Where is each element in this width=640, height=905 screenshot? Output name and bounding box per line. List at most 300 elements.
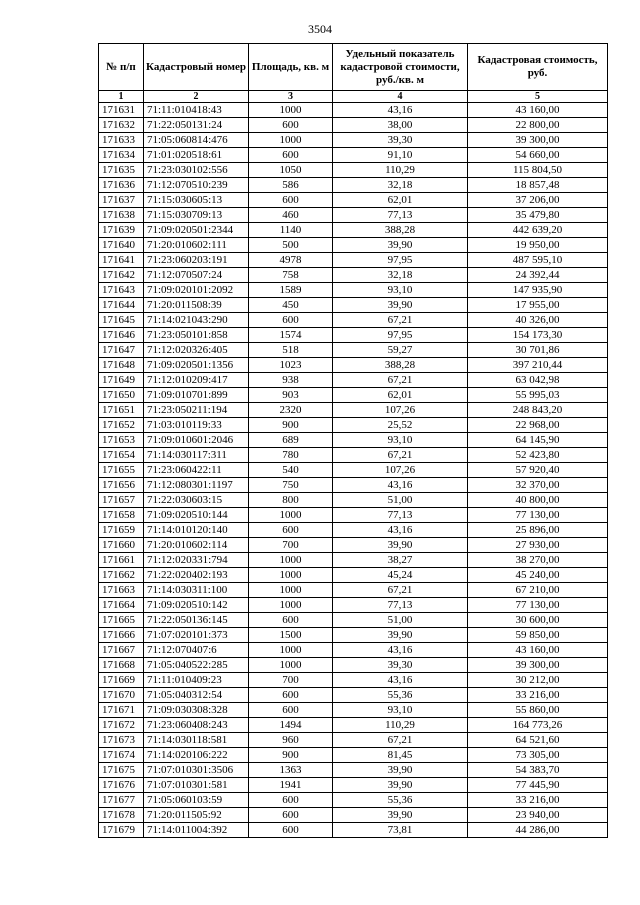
cell-cadastral-number: 71:03:010119:33 (144, 418, 249, 433)
cell-cadastral-cost: 67 210,00 (468, 583, 608, 598)
table-row (99, 328, 608, 343)
cell-number: 171641 (99, 253, 144, 268)
cell-specific-value: 39,90 (333, 298, 468, 313)
cell-cadastral-cost: 32 370,00 (468, 478, 608, 493)
table-row (99, 238, 608, 253)
cell-specific-value: 67,21 (333, 448, 468, 463)
cell-cadastral-number: 71:14:030311:100 (144, 583, 249, 598)
header-specific-value: Удельный показатель кадастровой стоимости, руб./кв. м (333, 44, 468, 91)
cell-cadastral-number: 71:11:010409:23 (144, 673, 249, 688)
cell-area: 1494 (249, 718, 333, 733)
cell-area: 518 (249, 343, 333, 358)
table-row (99, 373, 608, 388)
cell-cadastral-number: 71:05:040522:285 (144, 658, 249, 673)
cell-number: 171664 (99, 598, 144, 613)
cell-cadastral-cost: 33 216,00 (468, 793, 608, 808)
cell-number: 171659 (99, 523, 144, 538)
cell-cadastral-cost: 487 595,10 (468, 253, 608, 268)
cell-area: 700 (249, 673, 333, 688)
cell-cadastral-number: 71:07:010301:581 (144, 778, 249, 793)
table-row (99, 103, 608, 118)
cell-area: 1000 (249, 643, 333, 658)
cell-cadastral-cost: 19 950,00 (468, 238, 608, 253)
cell-cadastral-number: 71:22:020402:193 (144, 568, 249, 583)
cell-number: 171670 (99, 688, 144, 703)
cell-cadastral-number: 71:07:010301:3506 (144, 763, 249, 778)
table-row (99, 508, 608, 523)
table-row (99, 193, 608, 208)
cell-number: 171662 (99, 568, 144, 583)
cell-cadastral-cost: 23 940,00 (468, 808, 608, 823)
cell-area: 1023 (249, 358, 333, 373)
table-row (99, 283, 608, 298)
cell-specific-value: 51,00 (333, 493, 468, 508)
cell-area: 1000 (249, 553, 333, 568)
cell-area: 1000 (249, 133, 333, 148)
cell-specific-value: 77,13 (333, 598, 468, 613)
cell-specific-value: 67,21 (333, 733, 468, 748)
cell-cadastral-number: 71:20:010602:111 (144, 238, 249, 253)
cell-area: 903 (249, 388, 333, 403)
cell-cadastral-number: 71:12:010209:417 (144, 373, 249, 388)
table-row (99, 403, 608, 418)
cell-cadastral-cost: 22 800,00 (468, 118, 608, 133)
cell-specific-value: 73,81 (333, 823, 468, 838)
column-number: 2 (144, 91, 249, 103)
cell-number: 171647 (99, 343, 144, 358)
table-row (99, 583, 608, 598)
cell-specific-value: 43,16 (333, 103, 468, 118)
cell-number: 171642 (99, 268, 144, 283)
cell-specific-value: 97,95 (333, 253, 468, 268)
cell-area: 1941 (249, 778, 333, 793)
table-row (99, 433, 608, 448)
cell-specific-value: 62,01 (333, 193, 468, 208)
cell-specific-value: 107,26 (333, 463, 468, 478)
cell-cadastral-number: 71:09:010701:899 (144, 388, 249, 403)
cell-cadastral-cost: 30 212,00 (468, 673, 608, 688)
cell-cadastral-number: 71:09:030308:328 (144, 703, 249, 718)
cell-cadastral-number: 71:20:011508:39 (144, 298, 249, 313)
cell-area: 540 (249, 463, 333, 478)
cell-cadastral-number: 71:20:011505:92 (144, 808, 249, 823)
cell-area: 450 (249, 298, 333, 313)
page-number: 3504 (308, 22, 332, 36)
cell-area: 600 (249, 823, 333, 838)
cell-cadastral-number: 71:22:050136:145 (144, 613, 249, 628)
cell-number: 171676 (99, 778, 144, 793)
cell-cadastral-number: 71:22:050131:24 (144, 118, 249, 133)
cell-cadastral-number: 71:12:070507:24 (144, 268, 249, 283)
cell-number: 171645 (99, 313, 144, 328)
cell-area: 500 (249, 238, 333, 253)
cell-specific-value: 39,30 (333, 133, 468, 148)
cell-area: 1000 (249, 103, 333, 118)
cell-number: 171646 (99, 328, 144, 343)
cell-cadastral-number: 71:09:020101:2092 (144, 283, 249, 298)
cell-cadastral-cost: 24 392,44 (468, 268, 608, 283)
cell-specific-value: 77,13 (333, 208, 468, 223)
cell-cadastral-number: 71:22:030603:15 (144, 493, 249, 508)
cell-number: 171655 (99, 463, 144, 478)
cell-area: 586 (249, 178, 333, 193)
cell-cadastral-cost: 43 160,00 (468, 643, 608, 658)
column-number: 5 (468, 91, 608, 103)
cell-cadastral-number: 71:20:010602:114 (144, 538, 249, 553)
cell-cadastral-cost: 54 383,70 (468, 763, 608, 778)
column-number-row (99, 91, 608, 103)
cell-specific-value: 32,18 (333, 178, 468, 193)
header-number: № п/п (99, 44, 144, 91)
cell-specific-value: 67,21 (333, 583, 468, 598)
cell-area: 600 (249, 193, 333, 208)
cell-cadastral-cost: 73 305,00 (468, 748, 608, 763)
cell-number: 171651 (99, 403, 144, 418)
cell-area: 1000 (249, 568, 333, 583)
cell-area: 780 (249, 448, 333, 463)
table-row (99, 148, 608, 163)
cell-cadastral-number: 71:14:021043:290 (144, 313, 249, 328)
cell-cadastral-cost: 59 850,00 (468, 628, 608, 643)
cell-cadastral-cost: 77 130,00 (468, 598, 608, 613)
cell-cadastral-cost: 17 955,00 (468, 298, 608, 313)
cell-number: 171667 (99, 643, 144, 658)
cell-cadastral-cost: 40 326,00 (468, 313, 608, 328)
table-row (99, 463, 608, 478)
cell-cadastral-number: 71:23:050211:194 (144, 403, 249, 418)
cell-cadastral-number: 71:11:010418:43 (144, 103, 249, 118)
table-row (99, 718, 608, 733)
cell-cadastral-cost: 22 968,00 (468, 418, 608, 433)
cell-cadastral-cost: 27 930,00 (468, 538, 608, 553)
cell-number: 171632 (99, 118, 144, 133)
cell-cadastral-number: 71:12:080301:1197 (144, 478, 249, 493)
cell-area: 600 (249, 313, 333, 328)
cell-cadastral-number: 71:23:050101:858 (144, 328, 249, 343)
cell-cadastral-cost: 35 479,80 (468, 208, 608, 223)
cell-specific-value: 107,26 (333, 403, 468, 418)
table-row (99, 178, 608, 193)
header-cadastral-cost: Кадастровая стоимость, руб. (468, 44, 608, 91)
cell-area: 1363 (249, 763, 333, 778)
cell-specific-value: 97,95 (333, 328, 468, 343)
cell-cadastral-number: 71:14:011004:392 (144, 823, 249, 838)
cell-number: 171673 (99, 733, 144, 748)
header-area: Площадь, кв. м (249, 44, 333, 91)
cell-cadastral-number: 71:09:020501:2344 (144, 223, 249, 238)
table-row (99, 598, 608, 613)
cell-number: 171634 (99, 148, 144, 163)
cell-cadastral-cost: 40 800,00 (468, 493, 608, 508)
cell-specific-value: 43,16 (333, 523, 468, 538)
cell-area: 900 (249, 748, 333, 763)
cell-cadastral-number: 71:05:060103:59 (144, 793, 249, 808)
table-row (99, 763, 608, 778)
cell-number: 171665 (99, 613, 144, 628)
cell-cadastral-number: 71:14:030117:311 (144, 448, 249, 463)
cell-area: 1589 (249, 283, 333, 298)
cell-number: 171640 (99, 238, 144, 253)
cell-area: 960 (249, 733, 333, 748)
cell-number: 171661 (99, 553, 144, 568)
cell-cadastral-cost: 64 145,90 (468, 433, 608, 448)
cell-number: 171658 (99, 508, 144, 523)
cell-cadastral-cost: 37 206,00 (468, 193, 608, 208)
cell-cadastral-cost: 57 920,40 (468, 463, 608, 478)
cell-number: 171653 (99, 433, 144, 448)
cell-area: 689 (249, 433, 333, 448)
cell-number: 171678 (99, 808, 144, 823)
table-row (99, 478, 608, 493)
cell-number: 171633 (99, 133, 144, 148)
table-row (99, 418, 608, 433)
table-row (99, 643, 608, 658)
cell-specific-value: 67,21 (333, 373, 468, 388)
table-row (99, 688, 608, 703)
table-row (99, 793, 608, 808)
cell-cadastral-cost: 248 843,20 (468, 403, 608, 418)
table-row (99, 568, 608, 583)
cell-number: 171669 (99, 673, 144, 688)
cell-cadastral-cost: 64 521,60 (468, 733, 608, 748)
cell-cadastral-cost: 55 860,00 (468, 703, 608, 718)
cell-area: 600 (249, 793, 333, 808)
column-number: 4 (333, 91, 468, 103)
cell-cadastral-number: 71:12:020331:794 (144, 553, 249, 568)
cell-cadastral-cost: 39 300,00 (468, 658, 608, 673)
cell-cadastral-cost: 52 423,80 (468, 448, 608, 463)
table-row (99, 298, 608, 313)
cell-number: 171649 (99, 373, 144, 388)
cell-specific-value: 38,27 (333, 553, 468, 568)
cell-number: 171639 (99, 223, 144, 238)
cell-number: 171677 (99, 793, 144, 808)
table-row (99, 523, 608, 538)
table-row (99, 223, 608, 238)
cell-number: 171638 (99, 208, 144, 223)
cell-cadastral-number: 71:15:030605:13 (144, 193, 249, 208)
cell-cadastral-cost: 147 935,90 (468, 283, 608, 298)
cell-area: 938 (249, 373, 333, 388)
cell-specific-value: 39,90 (333, 778, 468, 793)
cell-number: 171666 (99, 628, 144, 643)
cell-area: 750 (249, 478, 333, 493)
cell-cadastral-number: 71:23:030102:556 (144, 163, 249, 178)
table-row (99, 118, 608, 133)
cell-area: 900 (249, 418, 333, 433)
cell-specific-value: 39,90 (333, 538, 468, 553)
table-body (99, 103, 608, 838)
cell-specific-value: 91,10 (333, 148, 468, 163)
cell-cadastral-number: 71:12:070510:239 (144, 178, 249, 193)
cell-area: 700 (249, 538, 333, 553)
cell-number: 171643 (99, 283, 144, 298)
cell-area: 1574 (249, 328, 333, 343)
table-row (99, 748, 608, 763)
cell-cadastral-cost: 45 240,00 (468, 568, 608, 583)
cell-area: 800 (249, 493, 333, 508)
cell-cadastral-number: 71:14:030118:581 (144, 733, 249, 748)
cell-cadastral-cost: 442 639,20 (468, 223, 608, 238)
column-number: 3 (249, 91, 333, 103)
cell-number: 171660 (99, 538, 144, 553)
table-row (99, 493, 608, 508)
cell-cadastral-cost: 55 995,03 (468, 388, 608, 403)
cell-area: 1140 (249, 223, 333, 238)
cell-area: 1000 (249, 583, 333, 598)
table-row (99, 208, 608, 223)
cell-cadastral-cost: 30 600,00 (468, 613, 608, 628)
cell-cadastral-cost: 77 445,90 (468, 778, 608, 793)
cell-specific-value: 110,29 (333, 163, 468, 178)
cell-cadastral-number: 71:14:010120:140 (144, 523, 249, 538)
cell-number: 171636 (99, 178, 144, 193)
cell-area: 1000 (249, 598, 333, 613)
cell-specific-value: 38,00 (333, 118, 468, 133)
cell-cadastral-cost: 164 773,26 (468, 718, 608, 733)
cell-area: 4978 (249, 253, 333, 268)
cell-cadastral-number: 71:09:010601:2046 (144, 433, 249, 448)
cell-cadastral-cost: 38 270,00 (468, 553, 608, 568)
cell-number: 171675 (99, 763, 144, 778)
table-row (99, 673, 608, 688)
table-row (99, 358, 608, 373)
cell-area: 600 (249, 688, 333, 703)
cell-specific-value: 32,18 (333, 268, 468, 283)
cell-cadastral-number: 71:05:060814:476 (144, 133, 249, 148)
cell-specific-value: 388,28 (333, 358, 468, 373)
cell-specific-value: 51,00 (333, 613, 468, 628)
cell-number: 171648 (99, 358, 144, 373)
cell-specific-value: 110,29 (333, 718, 468, 733)
cell-specific-value: 93,10 (333, 433, 468, 448)
cell-cadastral-number: 71:12:020326:405 (144, 343, 249, 358)
cell-specific-value: 45,24 (333, 568, 468, 583)
header-row (99, 44, 608, 91)
cell-area: 600 (249, 523, 333, 538)
cell-specific-value: 55,36 (333, 793, 468, 808)
cell-cadastral-number: 71:15:030709:13 (144, 208, 249, 223)
table-row (99, 133, 608, 148)
cell-cadastral-number: 71:09:020501:1356 (144, 358, 249, 373)
cell-cadastral-number: 71:09:020510:144 (144, 508, 249, 523)
cell-area: 460 (249, 208, 333, 223)
cell-cadastral-cost: 30 701,86 (468, 343, 608, 358)
table-row (99, 808, 608, 823)
cadastre-table (98, 43, 608, 838)
cell-area: 1500 (249, 628, 333, 643)
table-row (99, 778, 608, 793)
cell-specific-value: 43,16 (333, 478, 468, 493)
cell-specific-value: 39,90 (333, 238, 468, 253)
column-number: 1 (99, 91, 144, 103)
cell-number: 171631 (99, 103, 144, 118)
table-row (99, 733, 608, 748)
cell-area: 1000 (249, 508, 333, 523)
table-row (99, 703, 608, 718)
table-row (99, 613, 608, 628)
header-cadastral-number: Кадастровый номер (144, 44, 249, 91)
cell-cadastral-number: 71:09:020510:142 (144, 598, 249, 613)
cell-number: 171637 (99, 193, 144, 208)
cell-area: 2320 (249, 403, 333, 418)
cell-cadastral-cost: 63 042,98 (468, 373, 608, 388)
cell-cadastral-cost: 18 857,48 (468, 178, 608, 193)
cell-specific-value: 39,90 (333, 808, 468, 823)
cell-cadastral-cost: 43 160,00 (468, 103, 608, 118)
table-row (99, 553, 608, 568)
cell-number: 171644 (99, 298, 144, 313)
cell-cadastral-number: 71:14:020106:222 (144, 748, 249, 763)
cell-cadastral-number: 71:01:020518:61 (144, 148, 249, 163)
table-row (99, 658, 608, 673)
cell-area: 600 (249, 703, 333, 718)
cell-number: 171652 (99, 418, 144, 433)
cell-cadastral-cost: 39 300,00 (468, 133, 608, 148)
cell-cadastral-cost: 44 286,00 (468, 823, 608, 838)
cell-area: 600 (249, 613, 333, 628)
cell-number: 171635 (99, 163, 144, 178)
cell-number: 171671 (99, 703, 144, 718)
cell-specific-value: 67,21 (333, 313, 468, 328)
cell-number: 171656 (99, 478, 144, 493)
cell-number: 171650 (99, 388, 144, 403)
cell-number: 171679 (99, 823, 144, 838)
cell-area: 600 (249, 808, 333, 823)
cell-cadastral-number: 71:12:070407:6 (144, 643, 249, 658)
cell-area: 758 (249, 268, 333, 283)
table-row (99, 823, 608, 838)
table-row (99, 163, 608, 178)
table-row (99, 343, 608, 358)
cell-specific-value: 62,01 (333, 388, 468, 403)
cell-specific-value: 93,10 (333, 703, 468, 718)
table-row (99, 268, 608, 283)
cell-specific-value: 93,10 (333, 283, 468, 298)
table-row (99, 538, 608, 553)
cell-specific-value: 59,27 (333, 343, 468, 358)
cell-specific-value: 81,45 (333, 748, 468, 763)
cell-specific-value: 55,36 (333, 688, 468, 703)
table-row (99, 313, 608, 328)
cell-specific-value: 25,52 (333, 418, 468, 433)
cell-number: 171657 (99, 493, 144, 508)
cell-number: 171674 (99, 748, 144, 763)
cell-specific-value: 77,13 (333, 508, 468, 523)
cell-number: 171663 (99, 583, 144, 598)
table-row (99, 253, 608, 268)
table-row (99, 448, 608, 463)
cell-specific-value: 388,28 (333, 223, 468, 238)
cell-specific-value: 39,90 (333, 628, 468, 643)
cell-number: 171654 (99, 448, 144, 463)
cell-specific-value: 43,16 (333, 643, 468, 658)
cell-cadastral-cost: 25 896,00 (468, 523, 608, 538)
cell-area: 1000 (249, 658, 333, 673)
cell-area: 1050 (249, 163, 333, 178)
cell-area: 600 (249, 118, 333, 133)
cell-cadastral-cost: 397 210,44 (468, 358, 608, 373)
cell-cadastral-cost: 33 216,00 (468, 688, 608, 703)
cell-cadastral-number: 71:23:060203:191 (144, 253, 249, 268)
cell-cadastral-cost: 154 173,30 (468, 328, 608, 343)
cell-number: 171668 (99, 658, 144, 673)
cell-cadastral-number: 71:07:020101:373 (144, 628, 249, 643)
cell-specific-value: 43,16 (333, 673, 468, 688)
cell-cadastral-number: 71:23:060422:11 (144, 463, 249, 478)
cell-cadastral-number: 71:23:060408:243 (144, 718, 249, 733)
table-row (99, 628, 608, 643)
